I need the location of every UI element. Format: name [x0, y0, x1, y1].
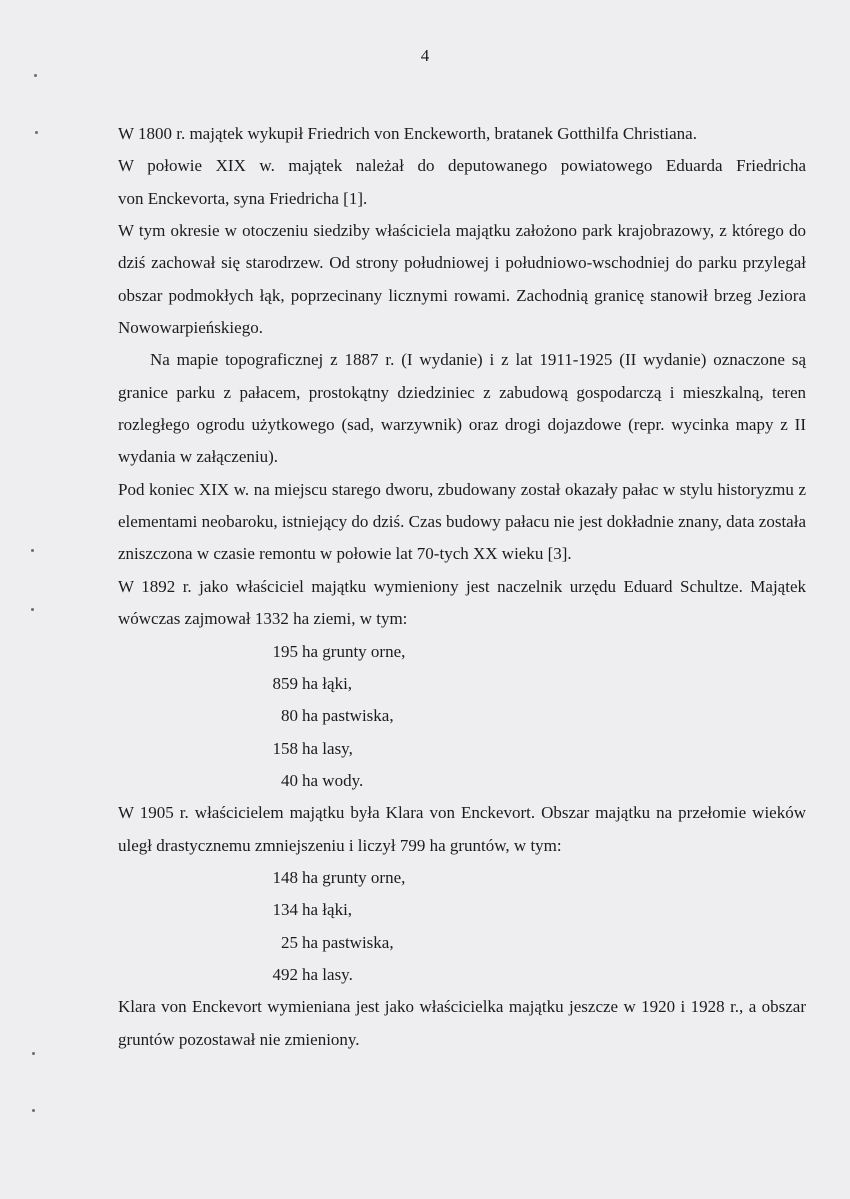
list-item: [118, 894, 806, 926]
area-value: 134: [272, 900, 298, 920]
area-value: 25: [281, 932, 298, 952]
list-item: [118, 700, 806, 732]
list-item: [118, 862, 806, 894]
scan-speck: [32, 1052, 35, 1055]
scan-speck: [35, 131, 38, 134]
area-type: ha łąki,: [302, 673, 353, 693]
list-item: [118, 927, 806, 959]
area-type: ha grunty orne,: [302, 641, 406, 661]
paragraph-klara: Klara von Enckevort wymieniana jest jako właścicielka majątku jeszcze w 1920 i 1928 r., a obszar gruntów pozostawał nie zmieniony.: [118, 997, 806, 1049]
area-value: 859: [272, 673, 298, 693]
area-value: 158: [272, 738, 298, 758]
scan-speck: [32, 1109, 35, 1112]
area-type: ha lasy,: [302, 738, 353, 758]
area-value: 195: [272, 641, 298, 661]
paragraph-xix-century: [118, 150, 806, 215]
area-value: 148: [272, 867, 298, 887]
paragraph-xix-line-2: von Enckevorta, syna Friedricha [1].: [118, 188, 368, 208]
scan-speck: [34, 74, 37, 77]
area-type: ha wody.: [302, 770, 364, 790]
paragraph-xix-line-1: W połowie XIX w. majątek należał do deputowanego powiatowego Eduarda Friedricha: [118, 156, 806, 176]
page-number: 4: [420, 46, 430, 65]
scan-speck: [31, 608, 34, 611]
land-list-1892: [118, 636, 806, 798]
area-type: ha grunty orne,: [302, 867, 406, 887]
list-item: [118, 733, 806, 765]
area-type: ha pastwiska,: [302, 706, 394, 726]
document-body: [118, 118, 806, 1056]
paragraph-park: W tym okresie w otoczeniu siedziby właściciela majątku założono park krajobrazowy, z którego do dziś zachował się starodrzew. Od strony południowej i południowo-wschodniej do parku przylegał obszar podmokłych łąk, poprzecinany licznymi rowami. Zachodnią granicę stanowił brzeg Jeziora Nowowarpieńskiego.: [118, 221, 806, 338]
area-value: 40: [281, 770, 298, 790]
list-item: [118, 959, 806, 991]
area-type: ha lasy.: [302, 964, 353, 984]
paragraph-palace: Pod koniec XIX w. na miejscu starego dworu, zbudowany został okazały pałac w stylu historyzmu z elementami neobaroku, istniejący do dziś. Czas budowy pałacu nie jest dokładnie znany, data została zniszczona w czasie remontu w połowie lat 70-tych XX wieku [3].: [118, 479, 806, 564]
paragraph-1800: W 1800 r. majątek wykupił Friedrich von Enckeworth, bratanek Gotthilfa Christiana.: [118, 124, 697, 143]
paragraph-1892: W 1892 r. jako właściciel majątku wymieniony jest naczelnik urzędu Eduard Schultze. Majątek wówczas zajmował 1332 ha ziemi, w tym:: [118, 576, 806, 629]
land-list-1905: [118, 862, 806, 991]
list-item: [118, 765, 806, 797]
list-item: [118, 668, 806, 700]
area-value: 492: [272, 964, 298, 984]
area-type: ha pastwiska,: [302, 932, 394, 952]
paragraph-map: Na mapie topograficznej z 1887 r. (I wydanie) i z lat 1911-1925 (II wydanie) oznaczone są granice parku z pałacem, prostokątny dziedziniec z zabudową gospodarczą i mieszkalną, teren rozległego ogrodu użytkowego (sad, warzywnik) oraz drogi dojazdowe (repr. wycinka mapy z II wydania w załączeniu).: [118, 350, 806, 467]
area-value: 80: [281, 706, 298, 726]
list-item: [118, 636, 806, 668]
paragraph-1905: W 1905 r. właścicielem majątku była Klara von Enckevort. Obszar majątku na przełomie wieków uległ drastycznemu zmniejszeniu i liczył 799 ha gruntów, w tym:: [118, 803, 806, 855]
scan-speck: [31, 549, 34, 552]
area-type: ha łąki,: [302, 900, 353, 920]
